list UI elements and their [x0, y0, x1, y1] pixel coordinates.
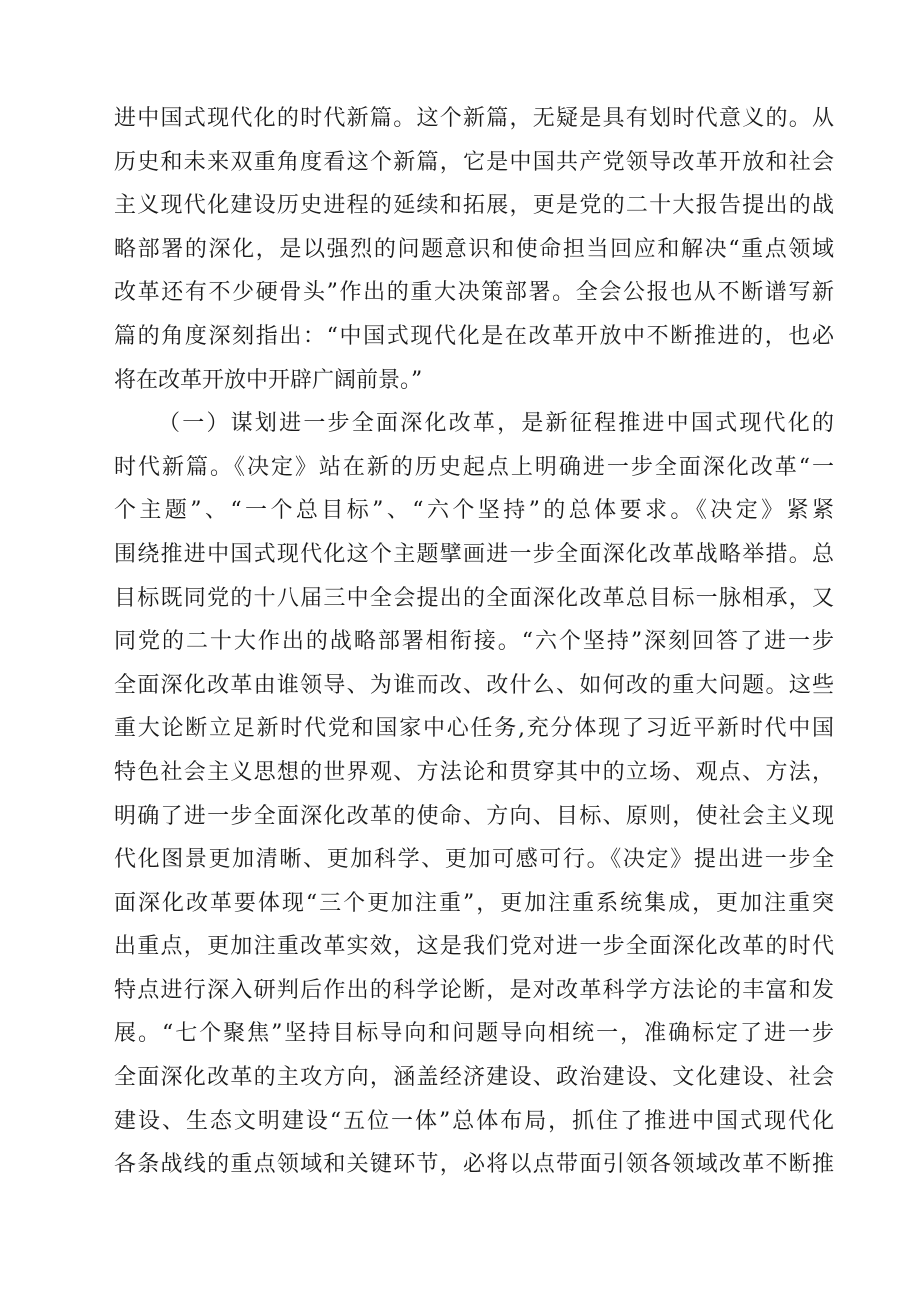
section-heading-line: （一）谋划进一步全面深化改革，是新征程推进中国式现代化的 — [158, 411, 834, 437]
text-line: 篇的角度深刻指出：“中国式现代化是在改革开放中不断推进的，也必 — [114, 323, 834, 349]
text-line: 围绕推进中国式现代化这个主题擘画进一步全面深化改革战略举措。总 — [114, 541, 834, 567]
text-line: 展。“七个聚焦”坚持目标导向和问题导向相统一，准确标定了进一步 — [114, 1021, 834, 1047]
text-line: 个主题”、“一个总目标”、“六个坚持”的总体要求。《决定》紧紧 — [114, 498, 834, 524]
text-line: 主义现代化建设历史进程的延续和拓展，更是党的二十大报告提出的战 — [114, 193, 834, 219]
text-line: 重大论断立足新时代党和国家中心任务,充分体现了习近平新时代中国 — [114, 716, 834, 742]
text-line: 历史和未来双重角度看这个新篇，它是中国共产党领导改革开放和社会 — [114, 149, 834, 175]
text-line: 特色社会主义思想的世界观、方法论和贯穿其中的立场、观点、方法， — [114, 759, 834, 785]
text-line: 进中国式现代化的时代新篇。这个新篇，无疑是具有划时代意义的。从 — [114, 106, 834, 131]
text-line: 建设、生态文明建设“五位一体”总体布局，抓住了推进中国式现代化 — [114, 1108, 834, 1134]
text-line: 出重点，更加注重改革实效，这是我们党对进一步全面深化改革的时代 — [114, 934, 834, 960]
text-line: 全面深化改革由谁领导、为谁而改、改什么、如何改的重大问题。这些 — [114, 672, 834, 698]
text-line: 全面深化改革的主攻方向，涵盖经济建设、政治建设、文化建设、社会 — [114, 1065, 834, 1091]
text-line: 各条战线的重点领域和关键环节，必将以点带面引领各领域改革不断推 — [114, 1152, 834, 1178]
text-line: 目标既同党的十八届三中全会提出的全面深化改革总目标一脉相承，又 — [114, 585, 834, 611]
text-line: 特点进行深入研判后作出的科学论断，是对改革科学方法论的丰富和发 — [114, 977, 834, 1003]
text-line: 明确了进一步全面深化改革的使命、方向、目标、原则，使社会主义现 — [114, 803, 834, 829]
text-line: 时代新篇。《决定》站在新的历史起点上明确进一步全面深化改革“一 — [114, 454, 834, 480]
text-line: 面深化改革要体现“三个更加注重”，更加注重系统集成，更加注重突 — [114, 890, 834, 916]
text-line: 改革还有不少硬骨头”作出的重大决策部署。全会公报也从不断谱写新 — [114, 280, 834, 306]
text-line: 代化图景更加清晰、更加科学、更加可感可行。《决定》提出进一步全 — [114, 847, 834, 873]
document-body — [114, 97, 834, 1187]
text-line: 略部署的深化，是以强烈的问题意识和使命担当回应和解决“重点领域 — [114, 236, 834, 262]
text-line: 同党的二十大作出的战略部署相衔接。“六个坚持”深刻回答了进一步 — [114, 629, 834, 655]
text-line: 将在改革开放中开辟广阔前景。” — [114, 367, 423, 393]
